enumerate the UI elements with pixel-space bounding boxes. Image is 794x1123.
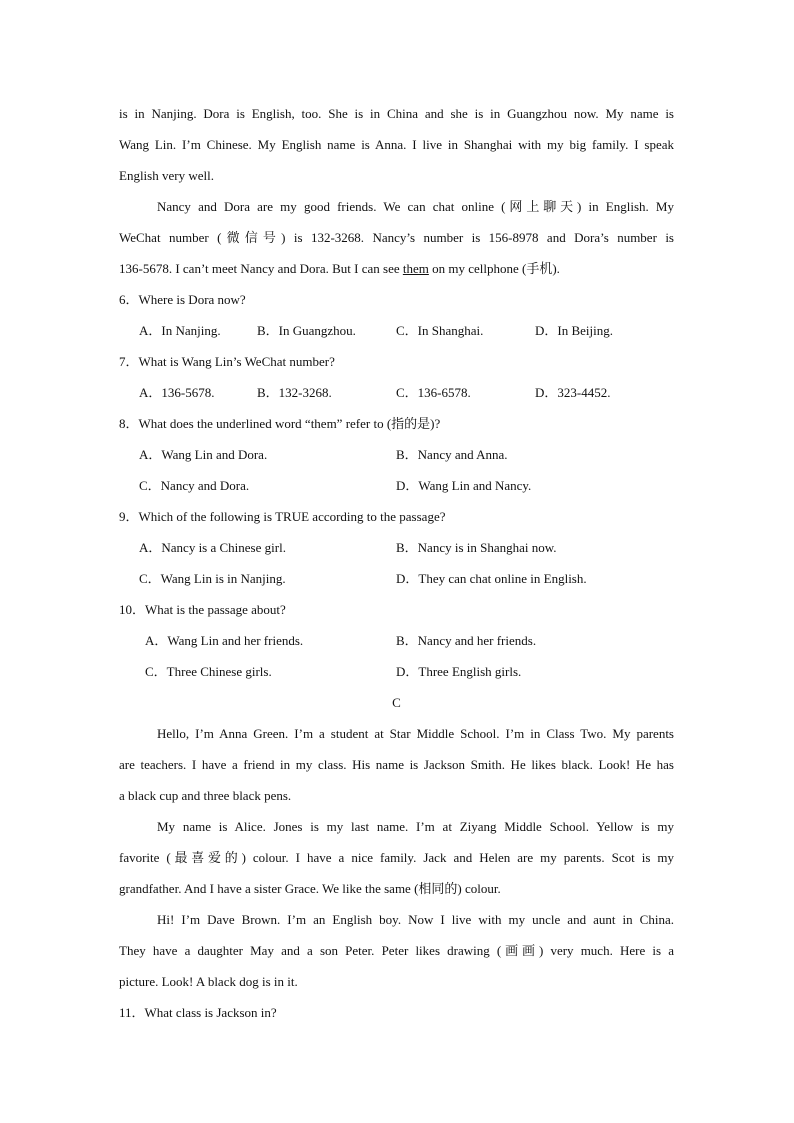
option-b[interactable]: B．In Guangzhou. [257,323,356,338]
option-b[interactable]: B．Nancy is in Shanghai now. [396,540,557,555]
question-9: 9．Which of the following is TRUE according to the passage? [119,509,446,524]
passage-text: on my cellphone (手机). [428,261,560,276]
option-d[interactable]: D．Three English girls. [396,664,522,679]
passage-line: Nancy and Dora are my good friends. We can chat online (网上聊天) in English. My [157,199,674,214]
option-a[interactable]: A．Wang Lin and her friends. [145,633,304,648]
question-8-options-row2 [119,470,674,501]
option-d[interactable]: D．In Beijing. [535,323,613,338]
passage-line [119,253,674,284]
option-c[interactable]: C．Three Chinese girls. [145,664,272,679]
question-8: 8．What does the underlined word “them” refer to (指的是)? [119,416,441,431]
passage-line: is in Nanjing. Dora is English, too. She is in China and she is in Guangzhou now. My name is [119,106,674,121]
passage-line: a black cup and three black pens. [119,788,292,803]
passage-text: 136-5678. I can’t meet Nancy and Dora. But I can see [119,261,403,276]
exam-page [119,98,674,1028]
option-b[interactable]: B．Nancy and Anna. [396,447,508,462]
passage-line: favorite (最喜爱的) colour. I have a nice family. Jack and Helen are my parents. Scot is my [119,850,674,865]
question-10-options-row1 [119,625,674,656]
option-d[interactable]: D．They can chat online in English. [396,571,587,586]
question-9-options-row2 [119,563,674,594]
passage-line: My name is Alice. Jones is my last name. I’m at Ziyang Middle School. Yellow is my [157,819,674,834]
question-6: 6．Where is Dora now? [119,292,246,307]
passage-line: Hello, I’m Anna Green. I’m a student at Star Middle School. I’m in Class Two. My parents [157,726,674,741]
passage-line: Wang Lin. I’m Chinese. My English name is Anna. I live in Shanghai with my big family. I speak [119,137,674,152]
option-d[interactable]: D．323-4452. [535,385,611,400]
option-b[interactable]: B．132-3268. [257,385,332,400]
option-c[interactable]: C．Wang Lin is in Nanjing. [139,571,286,586]
passage-line: English very well. [119,168,214,183]
underlined-word: them [402,261,429,276]
passage-line: grandfather. And I have a sister Grace. We like the same (相同的) colour. [119,881,501,896]
question-6-options [119,315,674,346]
option-b[interactable]: B．Nancy and her friends. [396,633,537,648]
passage-line: are teachers. I have a friend in my class. His name is Jackson Smith. He likes black. Look! He has [119,757,674,772]
option-a[interactable]: A．Nancy is a Chinese girl. [139,540,286,555]
option-a[interactable]: A．In Nanjing. [139,323,221,338]
question-9-options-row1 [119,532,674,563]
option-c[interactable]: C．136-6578. [396,385,471,400]
option-a[interactable]: A．Wang Lin and Dora. [139,447,268,462]
question-10: 10．What is the passage about? [119,602,286,617]
passage-line: Hi! I’m Dave Brown. I’m an English boy. Now I live with my uncle and aunt in China. [157,912,674,927]
option-c[interactable]: C．In Shanghai. [396,323,484,338]
option-a[interactable]: A．136-5678. [139,385,215,400]
passage-line: WeChat number (微信号) is 132-3268. Nancy’s number is 156-8978 and Dora’s number is [119,230,674,245]
passage-line: They have a daughter May and a son Peter. Peter likes drawing (画画) very much. Here is a [119,943,674,958]
question-7-options [119,377,674,408]
section-heading: C [392,695,401,710]
option-d[interactable]: D．Wang Lin and Nancy. [396,478,532,493]
question-10-options-row2 [119,656,674,687]
question-11: 11．What class is Jackson in? [119,1005,277,1020]
question-8-options-row1 [119,439,674,470]
passage-line: picture. Look! A black dog is in it. [119,974,298,989]
option-c[interactable]: C．Nancy and Dora. [139,478,250,493]
question-7: 7．What is Wang Lin’s WeChat number? [119,354,335,369]
